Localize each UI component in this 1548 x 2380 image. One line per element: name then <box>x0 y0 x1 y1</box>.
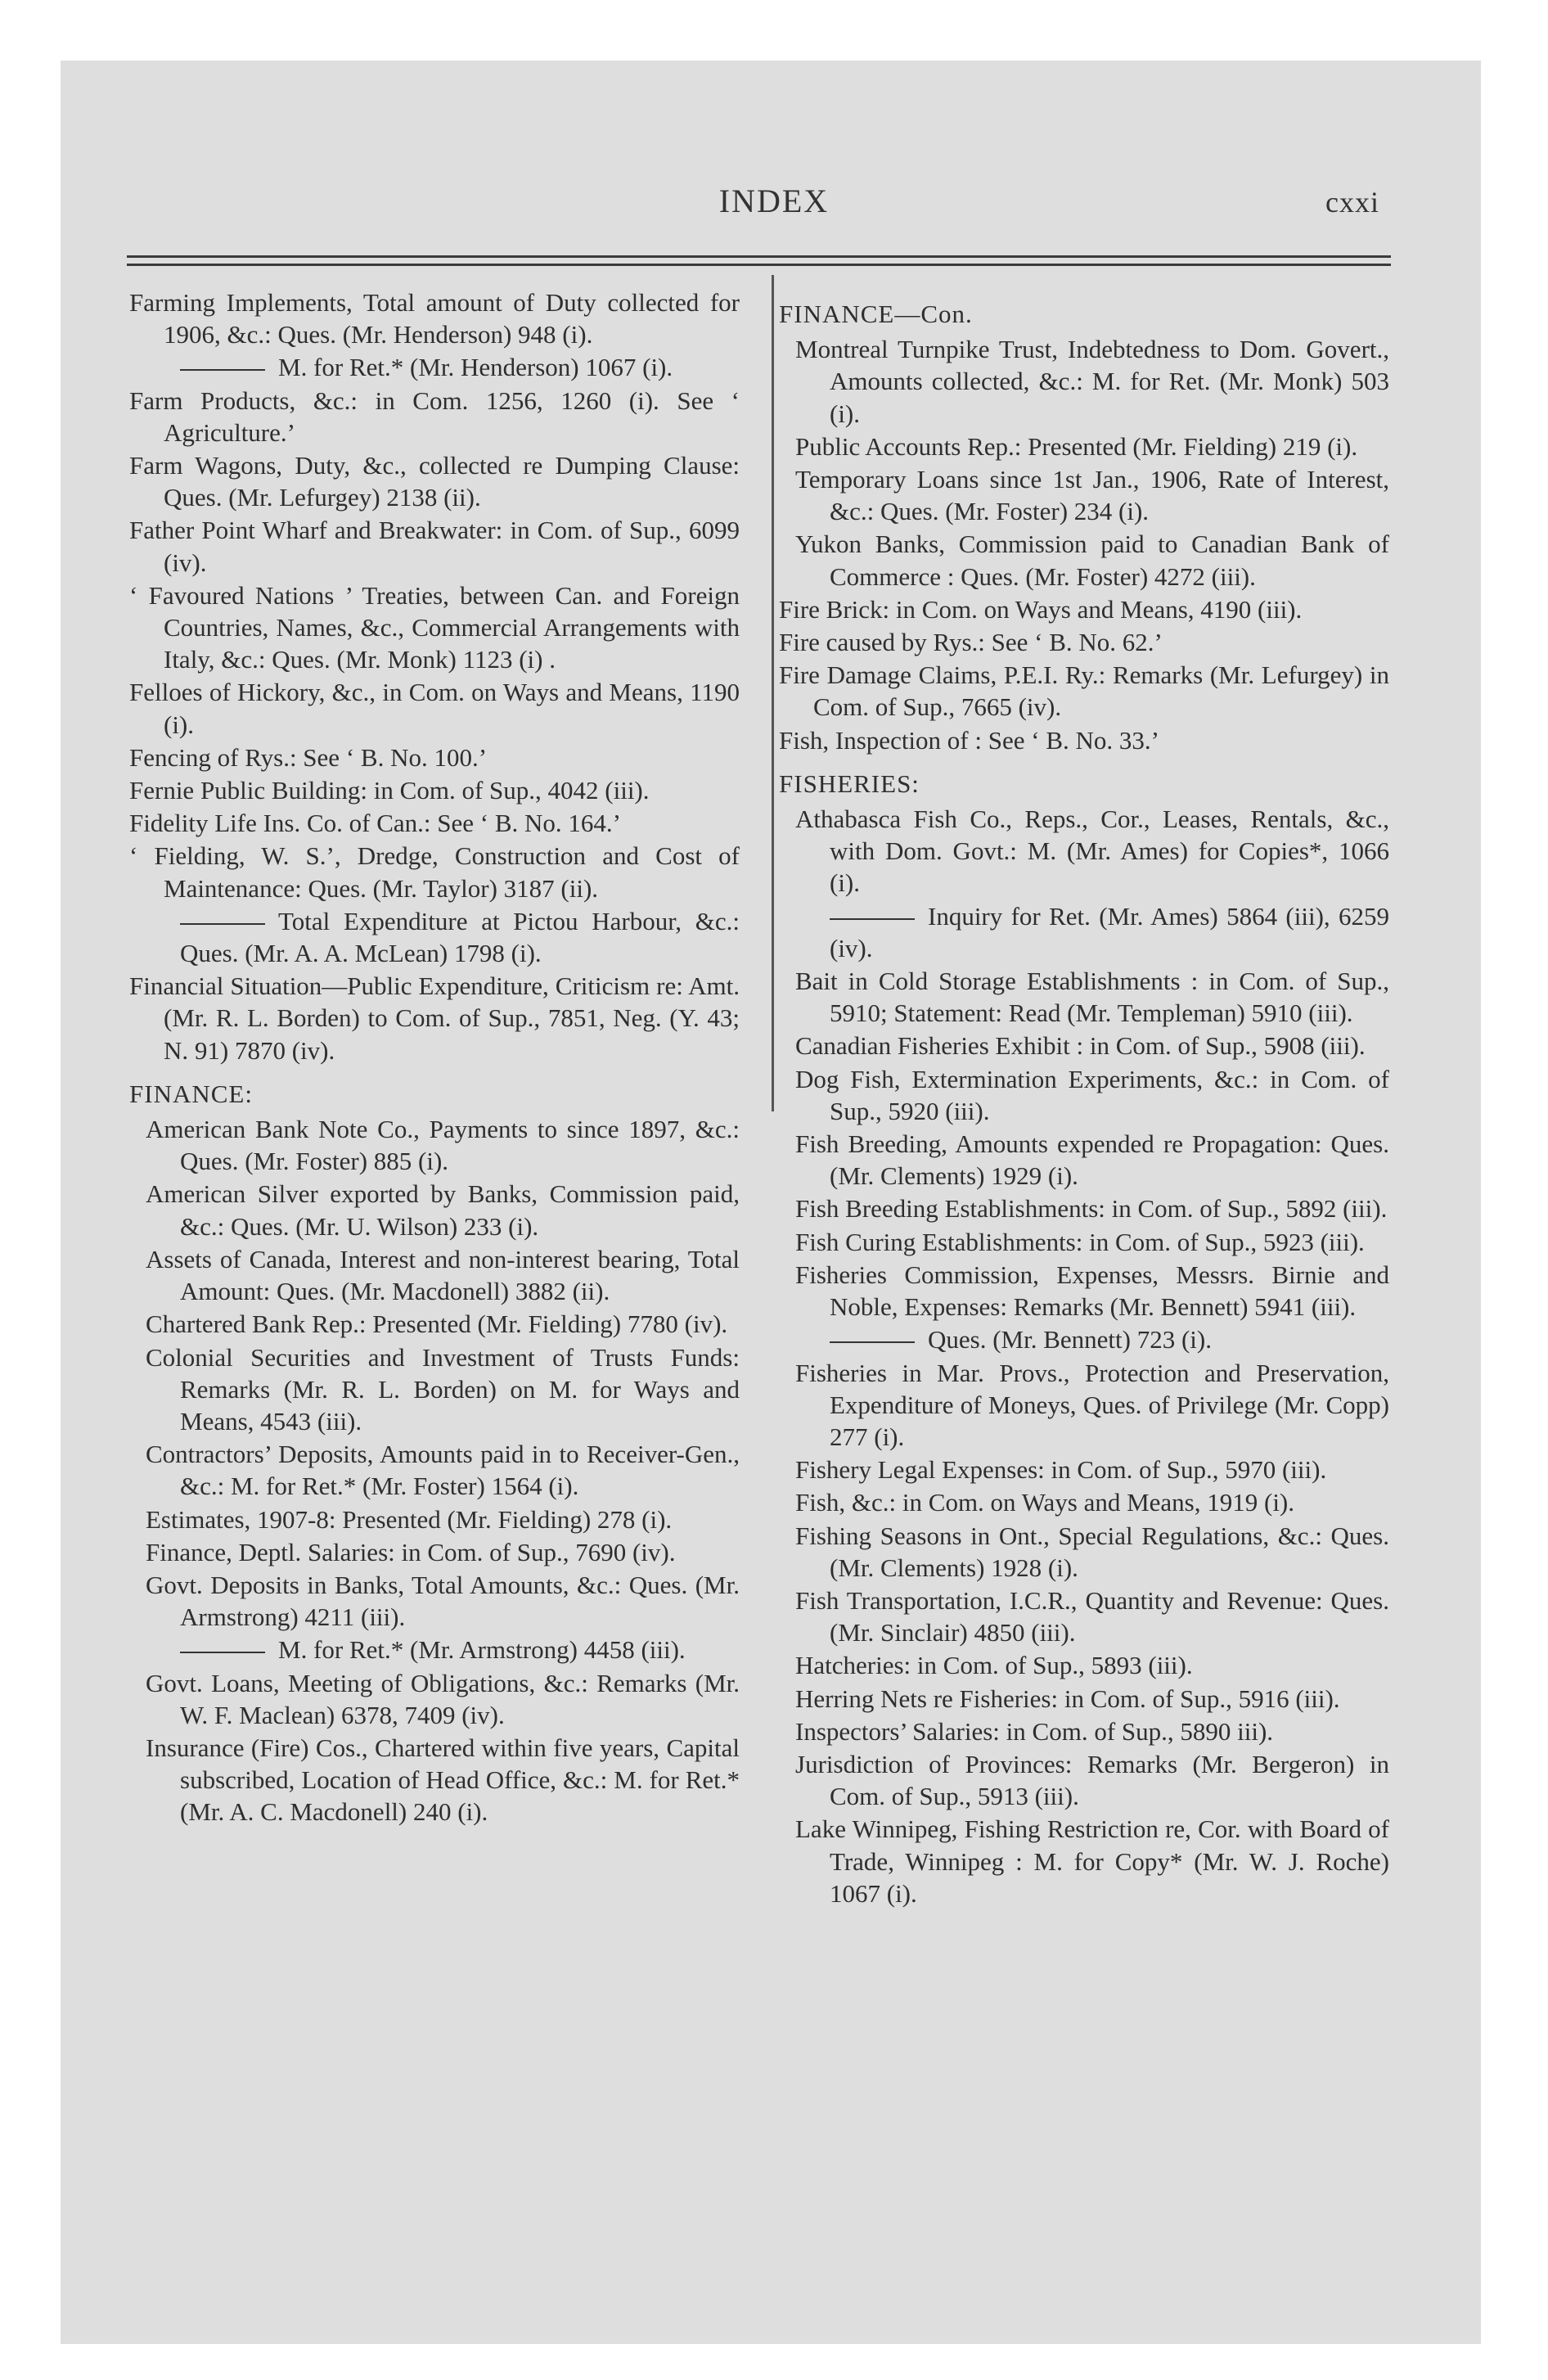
page-number: cxxi <box>1325 186 1379 219</box>
index-entry: Farm Wagons, Duty, &c., collected re Dumping Clause: Ques. (Mr. Lefurgey) 2138 (ii). <box>129 451 740 512</box>
index-entry: Fire Brick: in Com. on Ways and Means, 4190 (iii). <box>779 594 1303 624</box>
index-entry: Fire Damage Claims, P.E.I. Ry.: Remarks (Mr. Lefurgey) in Com. of Sup., 7665 (iv). <box>779 660 1389 722</box>
index-subentry: Fisheries in Mar. Provs., Protection and Preservation, Expenditure of Moneys, Ques. of Privilege (Mr. Copp) 277 (i). <box>795 1358 1389 1451</box>
index-subentry: Insurance (Fire) Cos., Chartered within five years, Capital subscribed, Location of Head Office, &c.: M. for Ret.* (Mr. A. C. Macdonell) 240 (i). <box>146 1733 740 1827</box>
header-rule <box>127 255 1391 258</box>
index-subentry: Hatcheries: in Com. of Sup., 5893 (iii). <box>795 1651 1193 1680</box>
index-entry: ‘ Favoured Nations ’ Treaties, between Can. and Foreign Countries, Names, &c., Commercial Arrangements with Italy, &c.: Ques. (Mr. Monk) 1123 (i) . <box>129 580 740 674</box>
ditto-dash <box>180 1652 265 1653</box>
page-title: INDEX <box>718 183 830 219</box>
column-divider <box>772 275 774 1111</box>
index-subentry: Govt. Loans, Meeting of Obligations, &c.: Remarks (Mr. W. F. Maclean) 6378, 7409 (iv). <box>146 1668 740 1729</box>
right-column <box>779 286 1389 1910</box>
index-subentry: Fishing Seasons in Ont., Special Regulations, &c.: Ques. (Mr. Clements) 1928 (i). <box>795 1521 1389 1582</box>
index-entry: ‘ Fielding, W. S.’, Dredge, Construction and Cost of Maintenance: Ques. (Mr. Taylor) 3187 (ii). <box>129 841 740 903</box>
index-subentry: Fish, &c.: in Com. on Ways and Means, 1919 (i). <box>795 1488 1295 1517</box>
index-subentry: Assets of Canada, Interest and non-interest bearing, Total Amount: Ques. (Mr. Macdonell) 3882 (ii). <box>146 1244 740 1306</box>
index-entry: Fidelity Life Ins. Co. of Can.: See ‘ B. No. 164.’ <box>129 809 621 838</box>
index-subentry: Montreal Turnpike Trust, Indebtedness to Dom. Govert., Amounts collected, &c.: M. for Ret. (Mr. Monk) 503 (i). <box>795 335 1389 428</box>
index-subentry: Govt. Deposits in Banks, Total Amounts, &c.: Ques. (Mr. Armstrong) 4211 (iii). <box>146 1570 740 1632</box>
index-subentry: Lake Winnipeg, Fishing Restriction re, Cor. with Board of Trade, Winnipeg : M. for Copy* (Mr. W. J. Roche) 1067 (i). <box>795 1814 1389 1908</box>
index-entry: Fernie Public Building: in Com. of Sup., 4042 (iii). <box>129 776 650 805</box>
index-subentry: Jurisdiction of Provinces: Remarks (Mr. Bergeron) in Com. of Sup., 5913 (iii). <box>795 1749 1389 1811</box>
index-subentry: Fish Breeding, Amounts expended re Propagation: Ques. (Mr. Clements) 1929 (i). <box>795 1129 1389 1191</box>
header-rule-double <box>127 264 1391 266</box>
index-subentry-continuation <box>779 900 1389 964</box>
index-subentry: Fishery Legal Expenses: in Com. of Sup., 5970 (iii). <box>795 1455 1327 1485</box>
index-subentry: Fish Breeding Establishments: in Com. of Sup., 5892 (iii). <box>795 1194 1388 1224</box>
index-entry: Felloes of Hickory, &c., in Com. on Ways and Means, 1190 (i). <box>129 678 740 739</box>
index-subentry: Athabasca Fish Co., Reps., Cor., Leases, Rentals, &c., with Dom. Govt.: M. (Mr. Ames) for Copies*, 1066 (i). <box>795 805 1389 898</box>
entry-text: Inquiry for Ret. (Mr. Ames) 5864 (iii), 6259 (iv). <box>830 901 1389 962</box>
index-entry: Fencing of Rys.: See ‘ B. No. 100.’ <box>129 742 488 772</box>
index-entry: Financial Situation—Public Expenditure, Criticism re: Amt. (Mr. R. L. Borden) to Com. of Sup., 7851, Neg. (Y. 43; N. 91) 7870 (iv). <box>129 971 740 1065</box>
index-subentry: Fisheries Commission, Expenses, Messrs. Birnie and Noble, Expenses: Remarks (Mr. Bennett) 5941 (iii). <box>795 1260 1389 1322</box>
index-subentry: Contractors’ Deposits, Amounts paid in to Receiver-Gen., &c.: M. for Ret.* (Mr. Foster) 1564 (i). <box>146 1440 740 1501</box>
index-subentry-continuation <box>129 1634 740 1666</box>
index-subentry: Inspectors’ Salaries: in Com. of Sup., 5890 iii). <box>795 1716 1274 1746</box>
section-heading: FINANCE—Con. <box>779 300 973 328</box>
index-subentry: Finance, Deptl. Salaries: in Com. of Sup., 7690 (iv). <box>146 1537 676 1566</box>
ditto-dash <box>830 1341 915 1343</box>
index-entry: Farm Products, &c.: in Com. 1256, 1260 (i). See ‘ Agriculture.’ <box>129 385 740 447</box>
ditto-dash <box>830 918 915 920</box>
entry-text: Total Expenditure at Pictou Harbour, &c.: Ques. (Mr. A. A. McLean) 1798 (i). <box>180 906 740 968</box>
index-entry: Farming Implements, Total amount of Duty collected for 1906, &c.: Ques. (Mr. Henderson) 948 (i). <box>129 288 740 349</box>
index-subentry-continuation <box>129 905 740 969</box>
entry-text: M. for Ret.* (Mr. Henderson) 1067 (i). <box>278 353 673 382</box>
index-subentry: Herring Nets re Fisheries: in Com. of Sup., 5916 (iii). <box>795 1684 1340 1713</box>
index-subentry: Temporary Loans since 1st Jan., 1906, Rate of Interest, &c.: Ques. (Mr. Foster) 234 (i). <box>795 465 1389 526</box>
section-heading: FINANCE: <box>129 1079 253 1108</box>
index-entry: Fish, Inspection of : See ‘ B. No. 33.’ <box>779 725 1159 755</box>
index-subentry: American Bank Note Co., Payments to since 1897, &c.: Ques. (Mr. Foster) 885 (i). <box>146 1115 740 1176</box>
index-subentry: Public Accounts Rep.: Presented (Mr. Fielding) 219 (i). <box>795 431 1358 461</box>
index-subentry: American Silver exported by Banks, Commission paid, &c.: Ques. (Mr. U. Wilson) 233 (i). <box>146 1179 740 1241</box>
index-subentry: Fish Transportation, I.C.R., Quantity and Revenue: Ques. (Mr. Sinclair) 4850 (iii). <box>795 1585 1389 1648</box>
entry-text: M. for Ret.* (Mr. Armstrong) 4458 (iii). <box>278 1635 686 1665</box>
ditto-dash <box>180 369 265 371</box>
index-subentry: Yukon Banks, Commission paid to Canadian Bank of Commerce : Ques. (Mr. Foster) 4272 (iii). <box>795 530 1389 591</box>
index-entry: Father Point Wharf and Breakwater: in Com. of Sup., 6099 (iv). <box>129 516 740 577</box>
index-subentry: Colonial Securities and Investment of Trusts Funds: Remarks (Mr. R. L. Borden) on M. for Ways and Means, 4543 (iii). <box>146 1342 740 1436</box>
index-subentry: Dog Fish, Extermination Experiments, &c.: in Com. of Sup., 5920 (iii). <box>795 1064 1389 1125</box>
entry-text: Ques. (Mr. Bennett) 723 (i). <box>928 1325 1212 1355</box>
index-subentry-continuation <box>129 351 740 383</box>
index-subentry: Fish Curing Establishments: in Com. of Sup., 5923 (iii). <box>795 1227 1365 1256</box>
index-subentry: Bait in Cold Storage Establishments : in Com. of Sup., 5910; Statement: Read (Mr. Templeman) 5910 (iii). <box>795 967 1389 1028</box>
ditto-dash <box>180 923 265 925</box>
left-column <box>129 286 740 1829</box>
index-subentry: Chartered Bank Rep.: Presented (Mr. Fielding) 7780 (iv). <box>146 1309 728 1339</box>
index-entry: Fire caused by Rys.: See ‘ B. No. 62.’ <box>779 628 1163 657</box>
index-subentry: Canadian Fisheries Exhibit : in Com. of Sup., 5908 (iii). <box>795 1031 1366 1061</box>
index-subentry: Estimates, 1907-8: Presented (Mr. Fielding) 278 (i). <box>146 1504 673 1534</box>
section-heading: FISHERIES: <box>779 769 920 798</box>
index-subentry-continuation <box>779 1323 1389 1355</box>
